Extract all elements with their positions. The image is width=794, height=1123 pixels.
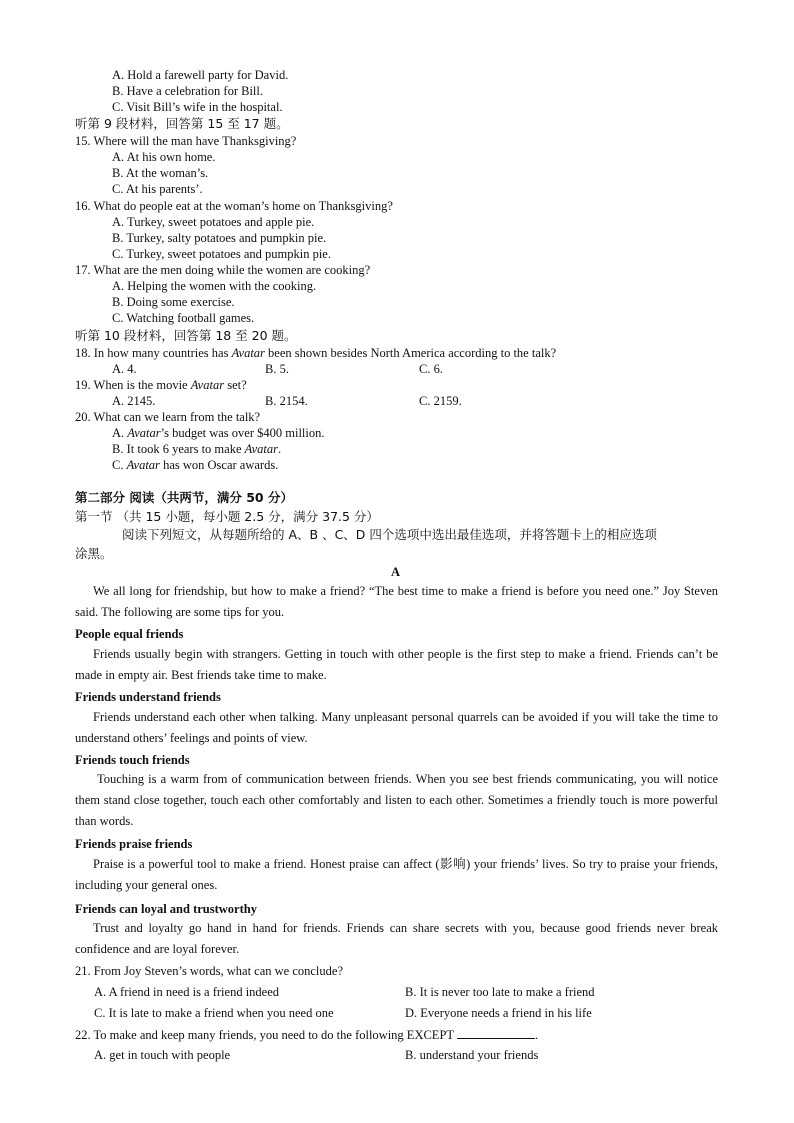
q19-option-c: C. 2159. xyxy=(419,394,462,408)
tip-heading-1: People equal friends xyxy=(75,627,184,641)
q18-option-a: A. 4. xyxy=(112,362,137,376)
section1-title: 第一节 （共 15 小题，每小题 2.5 分，满分 37.5 分） xyxy=(75,509,379,524)
tip-text-3: Touching is a warm from of communication between friends. When you see best friends communicating, you will notice them stand close together, touch each other comfortably and listen to each other. Sometimes a friendly touch is more powerful than words. xyxy=(75,772,718,828)
q21-option-c: C. It is late to make a friend when you need one xyxy=(94,1006,334,1020)
tip-heading-4: Friends praise friends xyxy=(75,837,193,851)
q17-option-b: B. Doing some exercise. xyxy=(112,295,235,309)
q15-option-c: C. At his parents’. xyxy=(112,182,203,196)
tip-text-2: Friends understand each other when talking. Many unpleasant personal quarrels can be avoided if you will take the time to understand others’ feelings and points of view. xyxy=(75,710,718,745)
intro-paragraph: We all long for friendship, but how to make a friend? “The best time to make a friend is before you need one.” Joy Steven said. The following are some tips for you. xyxy=(75,584,718,619)
q17-stem: 17. What are the men doing while the women are cooking? xyxy=(75,263,371,277)
tip-heading-5: Friends can loyal and trustworthy xyxy=(75,902,257,916)
q18-stem: 18. In how many countries has Avatar been shown besides North America according to the talk? xyxy=(75,346,557,360)
q20-stem: 20. What can we learn from the talk? xyxy=(75,410,261,424)
q19-option-a: A. 2145. xyxy=(112,394,156,408)
q19-option-b: B. 2154. xyxy=(265,394,308,408)
answer-blank xyxy=(457,1026,535,1039)
q20-option-a: A. Avatar’s budget was over $400 million. xyxy=(112,426,325,440)
section1-instruction-cont: 涂黑。 xyxy=(75,546,113,561)
q19-stem: 19. When is the movie Avatar set? xyxy=(75,378,247,392)
q21-option-d: D. Everyone needs a friend in his life xyxy=(405,1006,592,1020)
q21-stem: 21. From Joy Steven’s words, what can we conclude? xyxy=(75,964,343,978)
section10-intro: 听第 10 段材料，回答第 18 至 20 题。 xyxy=(75,328,297,343)
q17-option-a: A. Helping the women with the cooking. xyxy=(112,279,317,293)
section1-instruction: 阅读下列短文，从每题所给的 A、B 、C、D 四个选项中选出最佳选项，并将答题卡上的相应选项 xyxy=(122,527,657,542)
tip-text-1: Friends usually begin with strangers. Getting in touch with other people is the first step to make a friend. Friends can’t be made in empty air. Best friends take time to make. xyxy=(75,647,718,682)
q21-option-b: B. It is never too late to make a friend xyxy=(405,985,595,999)
q20-option-c: C. Avatar has won Oscar awards. xyxy=(112,458,279,472)
q14-option-a: A. Hold a farewell party for David. xyxy=(112,68,289,82)
q15-option-b: B. At the woman’s. xyxy=(112,166,209,180)
q20-option-b: B. It took 6 years to make Avatar. xyxy=(112,442,282,456)
tip-heading-2: Friends understand friends xyxy=(75,690,221,704)
tip-heading-3: Friends touch friends xyxy=(75,753,190,767)
q16-option-a: A. Turkey, sweet potatoes and apple pie. xyxy=(112,215,315,229)
part2-title: 第二部分 阅读（共两节，满分 50 分） xyxy=(75,490,293,505)
q14-option-b: B. Have a celebration for Bill. xyxy=(112,84,263,98)
q15-option-a: A. At his own home. xyxy=(112,150,216,164)
q18-option-c: C. 6. xyxy=(419,362,443,376)
q17-option-c: C. Watching football games. xyxy=(112,311,255,325)
q16-stem: 16. What do people eat at the woman’s home on Thanksgiving? xyxy=(75,199,393,213)
q16-option-c: C. Turkey, sweet potatoes and pumpkin pie. xyxy=(112,247,331,261)
q21-option-a: A. A friend in need is a friend indeed xyxy=(94,985,280,999)
q22-stem: 22. To make and keep many friends, you need to do the following EXCEPT . xyxy=(75,1028,539,1042)
tip-text-5: Trust and loyalty go hand in hand for friends. Friends can share secrets with you, because good friends never break confidence and are loyal forever. xyxy=(75,921,718,956)
passage-label: A xyxy=(391,565,401,579)
q16-option-b: B. Turkey, salty potatoes and pumpkin pie. xyxy=(112,231,327,245)
tip-text-4: Praise is a powerful tool to make a friend. Honest praise can affect (影响) your friends’ lives. So try to praise your friends, including your general ones. xyxy=(75,857,718,892)
q15-stem: 15. Where will the man have Thanksgiving? xyxy=(75,134,297,148)
q22-option-b: B. understand your friends xyxy=(405,1048,539,1062)
q22-option-a: A. get in touch with people xyxy=(94,1048,231,1062)
q18-option-b: B. 5. xyxy=(265,362,289,376)
q14-option-c: C. Visit Bill’s wife in the hospital. xyxy=(112,100,283,114)
section9-intro: 听第 9 段材料，回答第 15 至 17 题。 xyxy=(75,116,289,131)
